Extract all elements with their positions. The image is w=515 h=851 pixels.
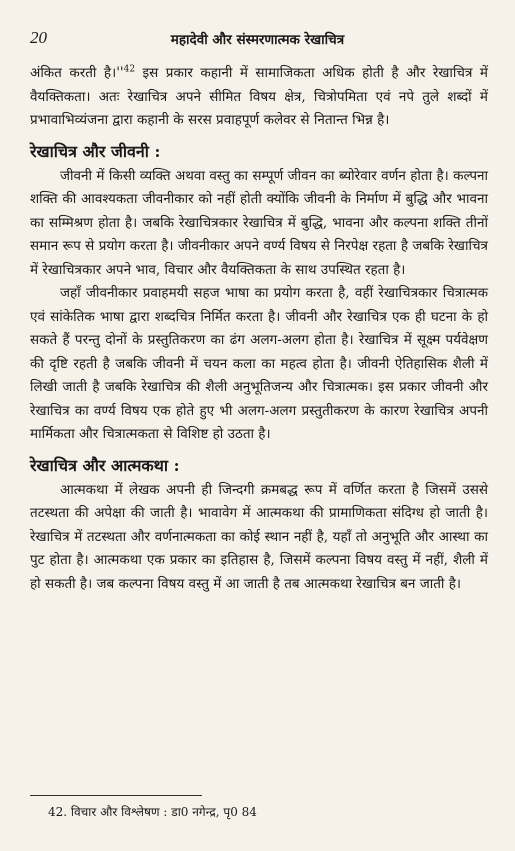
section-heading: रेखाचित्र और जीवनी : [30, 141, 161, 161]
paragraph: जहाँ जीवनीकार प्रवाहमयी सहज भाषा का प्रयोग करता है, वहीं रेखाचित्रकार चित्रात्मक एवं सांकेतिक भाषा द्वारा शब्दचित्र निर्मित करता है। जीवनी और रेखाचित्र एक ही घटना के हो सकते हैं परन्तु दोनों के प्रस्तुतिकरण का ढंग अलग-अलग होता है। रेखाचित्र में सूक्ष्म पर्यवेक्षण की दृष्टि रहती है जबकि जीवनी में चयन कला का महत्व होता है। जीवनी ऐतिहासिक शैली में लिखी जाती है जबकि रेखाचित्र की शैली अनुभूतिजन्य और चित्रात्मक। इस प्रकार जीवनी और रेखाचित्र का वर्ण्य विषय एक होते हुए भी अलग-अलग प्रस्तुतीकरण के कारण रेखाचित्र अपनी मार्मिकता और चित्रात्मकता से विशिष्ट हो उठता है। [30, 285, 488, 442]
section-heading: रेखाचित्र और आत्मकथा : [30, 455, 180, 475]
page-number: 20 [30, 28, 47, 47]
paragraph-text: अंकित करती है।'' [30, 65, 124, 81]
footnote: 42. विचार और विश्लेषण : डा0 नगेन्द्र, पृ0 84 [48, 805, 257, 819]
page-header [0, 28, 515, 52]
running-title: महादेवी और संस्मरणात्मक रेखाचित्र [170, 32, 345, 48]
footnote-divider [30, 795, 202, 796]
paragraph-continued [30, 62, 488, 133]
footnote-reference: 42 [123, 64, 136, 75]
paragraph: जीवनी में किसी व्यक्ति अथवा वस्तु का सम्पूर्ण जीवन का ब्योरेवार वर्णन होता है। कल्पना शक्ति की आवश्यकता जीवनीकार को नहीं होती क्योंकि जीवनी के निर्माण में बुद्धि और भावना का सम्मिश्रण होता है। जबकि रेखाचित्रकार रेखाचित्र में बुद्धि, भावना और कल्पना शक्ति तीनों समान रूप से प्रयोग करता है। जीवनीकार अपने वर्ण्य विषय से निरपेक्ष रहता है जबकि रेखाचित्र में रेखाचित्रकार अपने भाव, विचार और वैयक्तिकता के साथ उपस्थित रहता है। [30, 167, 488, 278]
paragraph: आत्मकथा में लेखक अपनी ही जिन्दगी क्रमबद्ध रूप में वर्णित करता है जिसमें उससे तटस्थता की अपेक्षा की जाती है। भावावेग में आत्मकथा की प्रामाणिकता संदिग्ध हो जाती है। रेखाचित्र में तटस्थता और वर्णनात्मकता का कोई स्थान नहीं है, यहाँ तो अनुभूति और आस्था का पुट होता है। आत्मकथा एक प्रकार का इतिहास है, जिसमें कल्पना विषय वस्तु में नहीं, शैली में हो सकती है। जब कल्पना विषय वस्तु में आ जाती है तब आत्मकथा रेखाचित्र बन जाती है। [30, 481, 488, 592]
paragraph-text: इस प्रकार कहानी में सामाजिकता अधिक होती है और रेखाचित्र में वैयक्तिकता। अतः रेखाचित्र अपने सीमित विषय क्षेत्र, चित्रोपमिता एवं नपे तुले शब्दों में प्रभावाभिव्यंजना द्वारा कहानी के सरस प्रवाहपूर्ण कलेवर से नितान्त भिन्न है। [30, 65, 488, 128]
body-text [30, 62, 488, 596]
